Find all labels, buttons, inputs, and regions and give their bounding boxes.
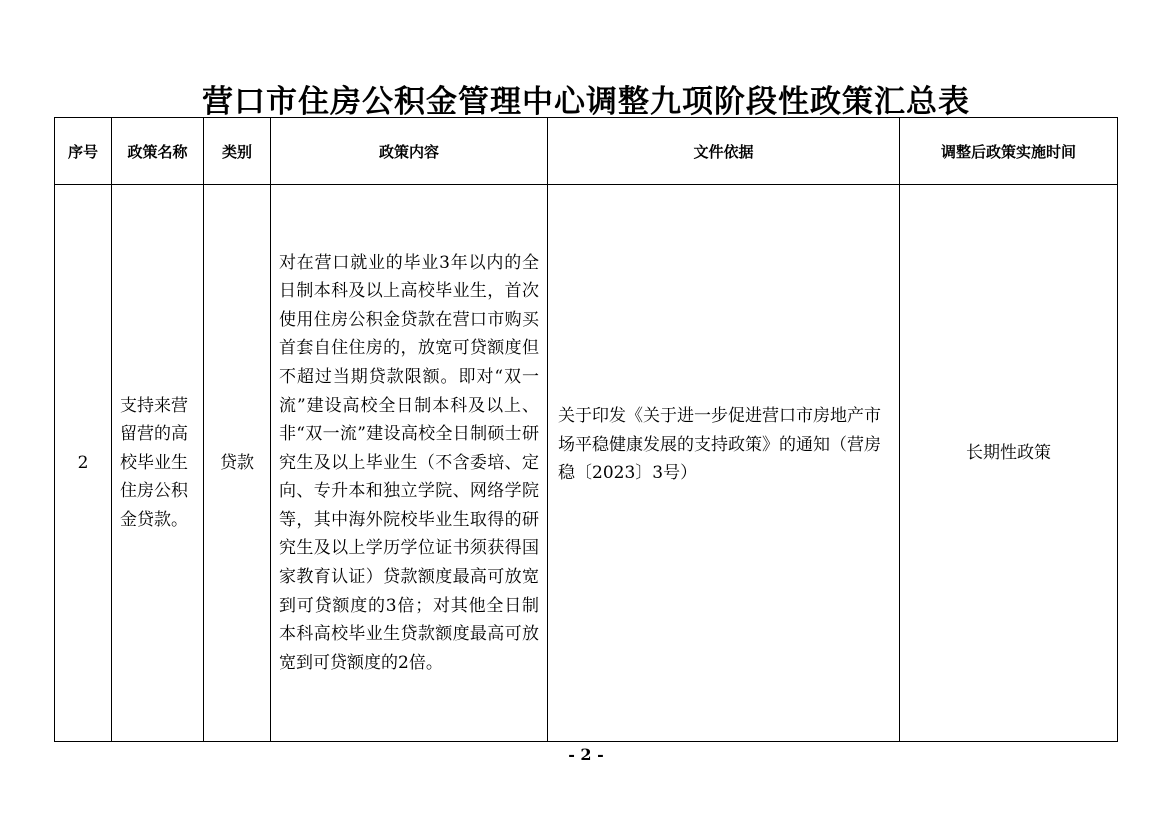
header-category: 类别 xyxy=(204,118,271,185)
page-number: - 2 - xyxy=(568,745,604,764)
header-content: 政策内容 xyxy=(271,118,548,185)
cell-implementation-time: 长期性政策 xyxy=(900,185,1118,742)
header-no: 序号 xyxy=(55,118,112,185)
header-basis: 文件依据 xyxy=(548,118,900,185)
table-header-row xyxy=(55,118,1118,185)
page-title: 营口市住房公积金管理中心调整九项阶段性政策汇总表 xyxy=(202,84,970,120)
cell-no: 2 xyxy=(55,185,112,742)
cell-policy-name: 支持来营留营的高校毕业生住房公积金贷款。 xyxy=(112,185,204,742)
table-row xyxy=(55,185,1118,742)
header-name: 政策名称 xyxy=(112,118,204,185)
policy-table xyxy=(54,117,1118,742)
header-time: 调整后政策实施时间 xyxy=(900,118,1118,185)
cell-category: 贷款 xyxy=(204,185,271,742)
cell-policy-content: 对在营口就业的毕业3年以内的全日制本科及以上高校毕业生，首次使用住房公积金贷款在营口市购买首套自住住房的，放宽可贷额度但不超过当期贷款限额。即对“双一流”建设高校全日制本科及以上、非“双一流”建设高校全日制硕士研究生及以上毕业生（不含委培、定向、专升本和独立学院、网络学院等，其中海外院校毕业生取得的研究生及以上学历学位证书须获得国家教育认证）贷款额度最高可放宽到可贷额度的3倍；对其他全日制本科高校毕业生贷款额度最高可放宽到可贷额度的2倍。 xyxy=(271,185,548,742)
cell-document-basis: 关于印发《关于进一步促进营口市房地产市场平稳健康发展的支持政策》的通知（营房稳〔2023〕3号） xyxy=(548,185,900,742)
